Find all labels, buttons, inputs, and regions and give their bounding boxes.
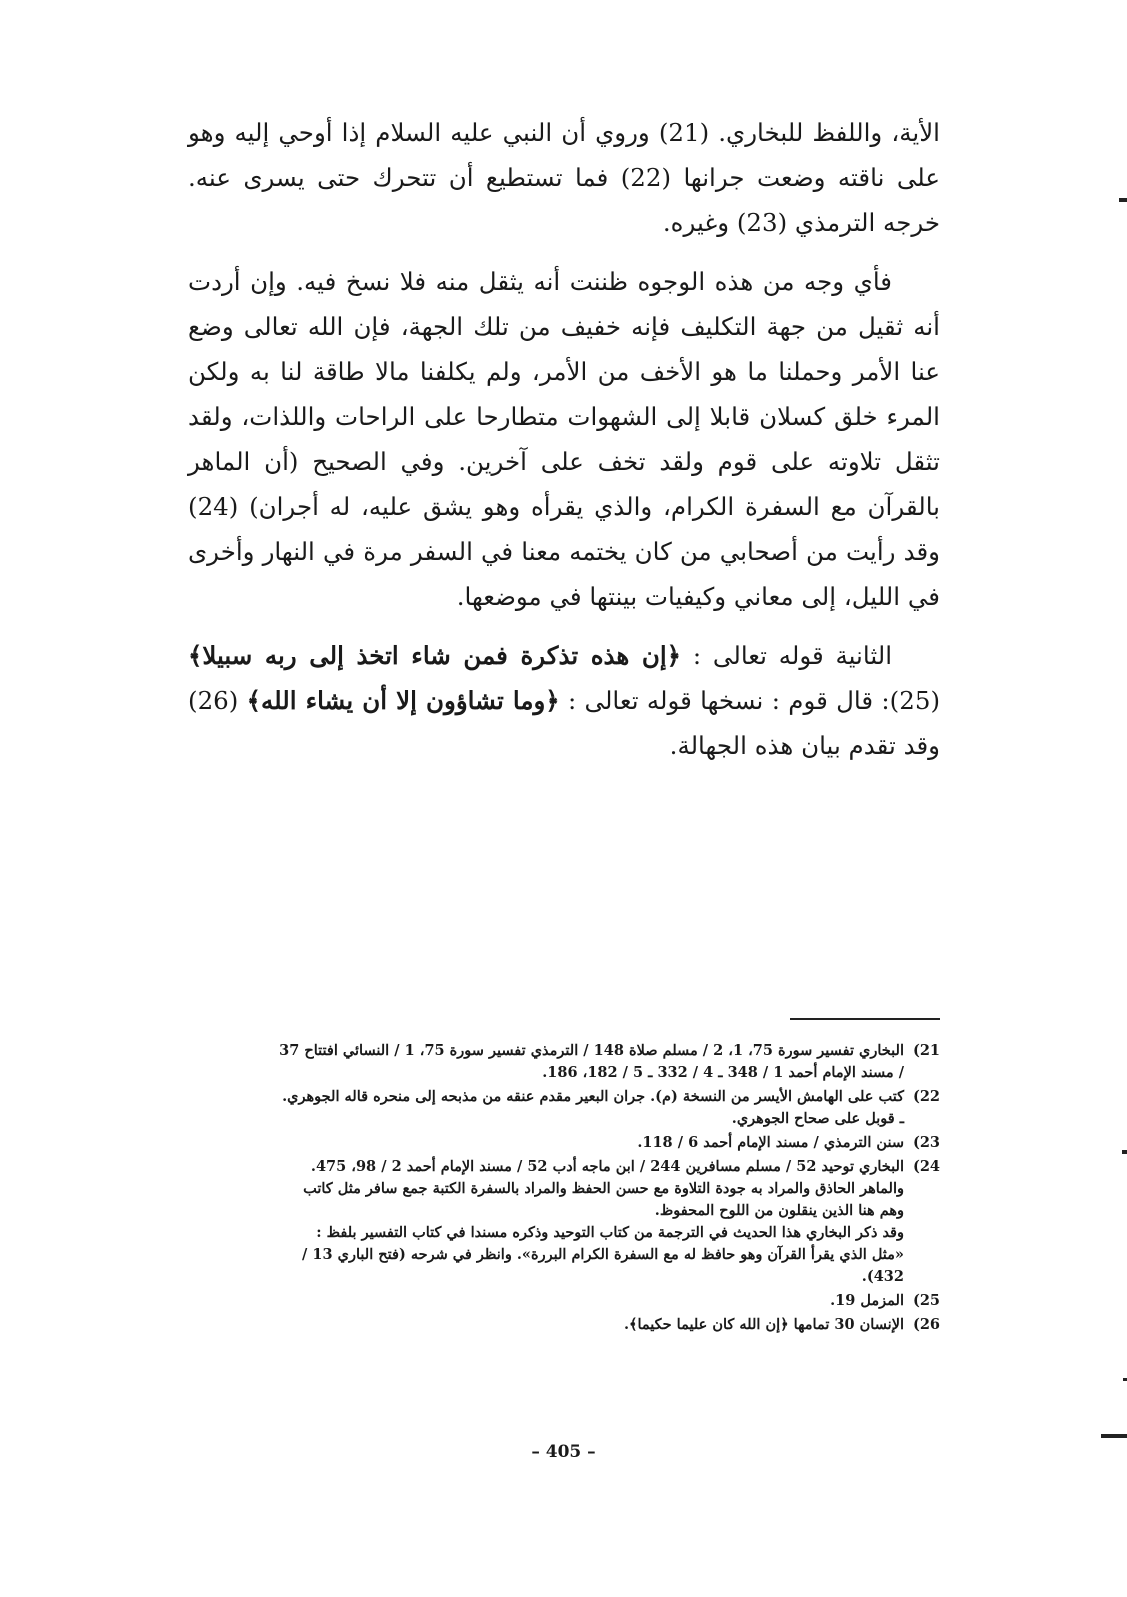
scan-edge-mark [1122,1150,1127,1154]
footnote-text [188,1156,904,1288]
footnote-line: سنن الترمذي / مسند الإمام أحمد 6 / 118. [637,1134,904,1151]
footnote-line: وهم هنا الذين ينقلون من اللوح المحفوظ. [654,1202,904,1219]
footnote-divider [790,1018,940,1020]
footnote-line: 432). [861,1268,904,1285]
footnote-text [188,1132,904,1154]
paragraph-3-lead: الثانية قوله تعالى : [681,641,893,670]
page-number: – 405 – [531,1442,596,1462]
footnote-line: / مسند الإمام أحمد 1 / 348 ـ 4 / 332 ـ 5 / 182، 186. [542,1064,904,1081]
scan-edge-mark [1119,198,1127,202]
footnote-line: «مثل الذي يقرأ القرآن وهو حافظ له مع السفرة الكرام البررة». وانظر في شرحه (فتح الباري 13 / [302,1246,904,1263]
paragraph-3-tail: (26) وقد تقدم بيان هذه الجهالة. [188,686,940,760]
main-text [188,110,940,782]
scan-edge-mark [1101,1434,1127,1438]
footnote-text [188,1290,904,1312]
footnote-number: 26) [912,1316,940,1333]
footnote-line: البخاري تفسير سورة 75، 1، 2 / مسلم صلاة 148 / الترمذي تفسير سورة 75، 1 / النسائي افتتاح 37 [279,1042,904,1059]
footnote-21 [188,1040,940,1084]
paragraph-1: الأية، واللفظ للبخاري. (21) وروي أن النبي عليه السلام إذا أوحي إليه وهو على ناقته وضعت جرانها (22) فما تستطيع أن تتحرك حتى يسرى عنه. خرجه الترمذي (23) وغيره. [188,118,940,237]
quran-verse-2: ﴿وما تشاؤون إلا أن يشاء الله﴾ [246,686,560,715]
footnote-22 [188,1086,940,1130]
paragraph-3 [188,633,940,768]
footnote-number: 24) [912,1158,940,1175]
footnote-26 [188,1314,940,1336]
footnote-text [188,1086,904,1130]
footnote-number: 23) [912,1134,940,1151]
paragraph-3-mid: (25): قال قوم : نسخها قوله تعالى : [559,686,940,715]
footnote-line: الإنسان 30 تمامها ﴿إن الله كان عليما حكيما﴾. [623,1316,904,1333]
scan-edge-mark [1123,1378,1127,1381]
paragraph-2: فأي وجه من هذه الوجوه ظننت أنه يثقل منه فلا نسخ فيه. وإن أردت أنه ثقيل من جهة التكليف فإنه خفيف من تلك الجهة، فإن الله تعالى وضع عنا الأمر وحملنا ما هو الأخف من الأمر، ولم يكلفنا مالا طاقة لنا به ولكن المرء خلق كسلان قابلا إلى الشهوات متطارحا على الراحات واللذات، ولقد تثقل تلاوته على قوم ولقد تخف على آخرين. وفي الصحيح (أن الماهر بالقرآن مع السفرة الكرام، والذي يقرأه وهو يشق عليه، له أجران) (24) وقد رأيت من أصحابي من كان يختمه معنا في السفر مرة في النهار وأخرى في الليل، إلى معاني وكيفيات بينتها في موضعها. [188,267,940,611]
footnotes [188,1040,940,1338]
footnote-23 [188,1132,940,1154]
footnote-line: ـ قوبل على صحاح الجوهري. [731,1110,904,1127]
footnote-text [188,1314,904,1336]
footnote-number: 21) [912,1042,940,1059]
footnote-line: والماهر الحاذق والمراد به جودة التلاوة مع حسن الحفظ والمراد بالسفرة الكتبة جمع سافر مثل كاتب [303,1180,904,1197]
footnote-25 [188,1290,940,1312]
footnote-number: 22) [912,1088,940,1105]
footnote-line: وقد ذكر البخاري هذا الحديث في الترجمة من كتاب التوحيد وذكره مسندا في كتاب التفسير بلفظ : [316,1224,904,1241]
footnote-number: 25) [912,1292,940,1309]
footnote-text [188,1040,904,1084]
footnote-line: البخاري توحيد 52 / مسلم مسافرين 244 / ابن ماجه أدب 52 / مسند الإمام أحمد 2 / 98، 475. [310,1158,904,1175]
footnote-24 [188,1156,940,1288]
footnote-line: المزمل 19. [830,1292,904,1309]
footnote-line: كتب على الهامش الأيسر من النسخة (م). جران البعير مقدم عنقه من مذبحه إلى منحره قاله الجوهري. [282,1088,904,1105]
quran-verse-1: ﴿إن هذه تذكرة فمن شاء اتخذ إلى ربه سبيلا﴾ [188,641,682,670]
